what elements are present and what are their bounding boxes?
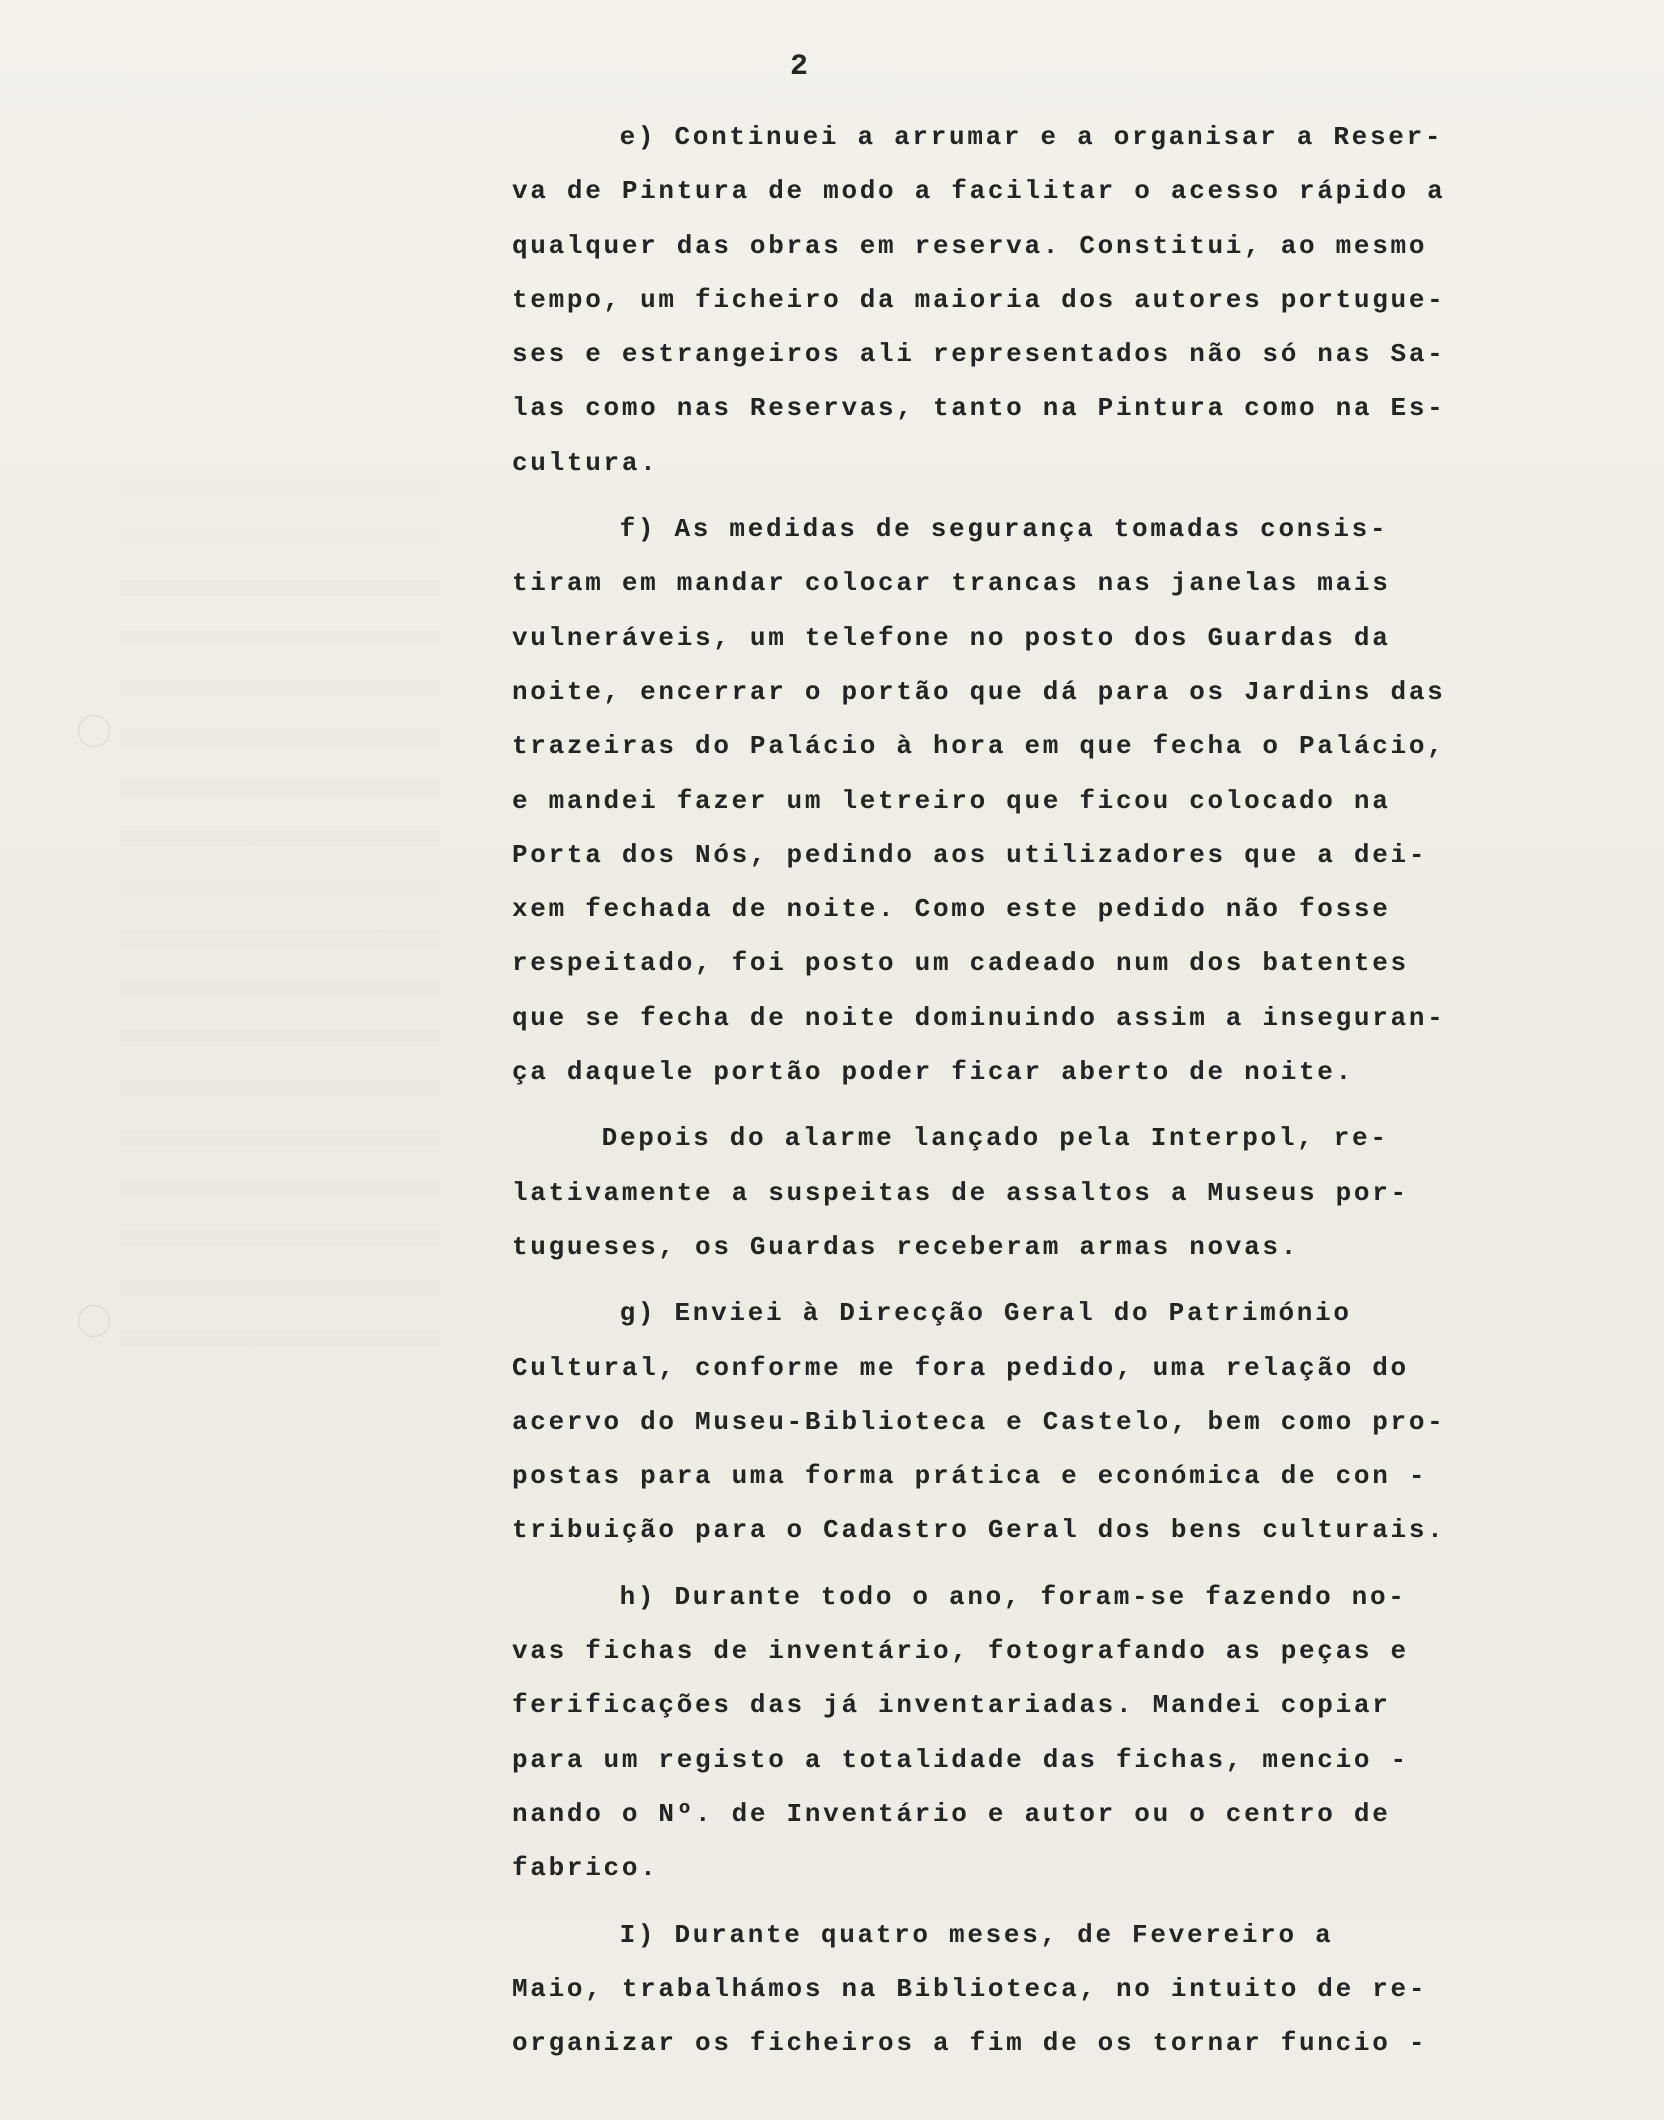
text-line: fabrico. xyxy=(512,1853,659,1884)
text-line: las como nas Reservas, tanto na Pintura como na Es- xyxy=(512,393,1446,424)
text-line: Cultural, conforme me fora pedido, uma relação do xyxy=(512,1352,1409,1383)
typewritten-text xyxy=(512,110,1582,2070)
paragraph xyxy=(512,1286,1582,1557)
paragraph-gap xyxy=(512,1099,1582,1111)
text-line: ferificações das já inventariadas. Mandei copiar xyxy=(512,1690,1391,1721)
paragraph xyxy=(512,110,1582,490)
text-line: que se fecha de noite dominuindo assim a inseguran- xyxy=(512,1002,1446,1033)
paragraph-gap xyxy=(512,490,1582,502)
paragraph-gap xyxy=(512,1558,1582,1570)
text-line: f) As medidas de segurança tomadas consis- xyxy=(619,514,1389,545)
text-line: tiram em mandar colocar trancas nas janelas mais xyxy=(512,568,1391,599)
paragraph xyxy=(512,1908,1582,2071)
paragraph xyxy=(512,502,1582,1099)
paragraph xyxy=(512,1570,1582,1896)
text-line: vas fichas de inventário, fotografando as peças e xyxy=(512,1636,1409,1667)
paragraph-gap xyxy=(512,1274,1582,1286)
text-line: Maio, trabalhámos na Biblioteca, no intuito de re- xyxy=(512,1973,1428,2004)
text-line: trazeiras do Palácio à hora em que fecha o Palácio, xyxy=(512,731,1446,762)
text-line: tugueses, os Guardas receberam armas novas. xyxy=(512,1231,1300,1262)
text-line: ça daquele portão poder ficar aberto de noite. xyxy=(512,1057,1354,1088)
text-line: e mandei fazer um letreiro que ficou colocado na xyxy=(512,785,1391,816)
page-number: 2 xyxy=(790,50,809,84)
bleed-through-shadow xyxy=(120,480,440,1380)
punch-hole-mark xyxy=(78,1305,110,1337)
text-line: tempo, um ficheiro da maioria dos autores portugue- xyxy=(512,284,1446,315)
punch-hole-mark xyxy=(78,715,110,747)
text-line: respeitado, foi posto um cadeado num dos batentes xyxy=(512,948,1409,979)
paragraph-gap xyxy=(512,1896,1582,1908)
text-line: xem fechada de noite. Como este pedido não fosse xyxy=(512,894,1391,925)
text-line: tribuição para o Cadastro Geral dos bens culturais. xyxy=(512,1515,1446,1546)
text-line: Porta dos Nós, pedindo aos utilizadores que a dei- xyxy=(512,839,1428,870)
text-line: Depois do alarme lançado pela Interpol, re- xyxy=(601,1123,1389,1154)
text-line: qualquer das obras em reserva. Constitui, ao mesmo xyxy=(512,230,1428,261)
text-line: va de Pintura de modo a facilitar o acesso rápido a xyxy=(512,176,1446,207)
text-line: acervo do Museu-Biblioteca e Castelo, bem como pro- xyxy=(512,1406,1446,1437)
text-line: ses e estrangeiros ali representados não só nas Sa- xyxy=(512,339,1446,370)
text-line: vulneráveis, um telefone no posto dos Guardas da xyxy=(512,622,1391,653)
paragraph xyxy=(512,1111,1582,1274)
text-line: nando o Nº. de Inventário e autor ou o centro de xyxy=(512,1798,1391,1829)
text-line: organizar os ficheiros a fim de os tornar funcio - xyxy=(512,2028,1428,2059)
text-line: para um registo a totalidade das fichas, mencio - xyxy=(512,1744,1409,1775)
text-line: cultura. xyxy=(512,447,659,478)
text-line: e) Continuei a arrumar e a organisar a Reser- xyxy=(619,122,1444,152)
text-line: postas para uma forma prática e económica de con - xyxy=(512,1461,1428,1492)
text-line: g) Enviei à Direcção Geral do Património xyxy=(619,1298,1352,1329)
text-line: I) Durante quatro meses, de Fevereiro a xyxy=(619,1919,1334,1950)
text-line: h) Durante todo o ano, foram-se fazendo no- xyxy=(619,1581,1407,1612)
text-line: noite, encerrar o portão que dá para os Jardins das xyxy=(512,676,1446,707)
text-line: lativamente a suspeitas de assaltos a Museus por- xyxy=(512,1177,1409,1208)
